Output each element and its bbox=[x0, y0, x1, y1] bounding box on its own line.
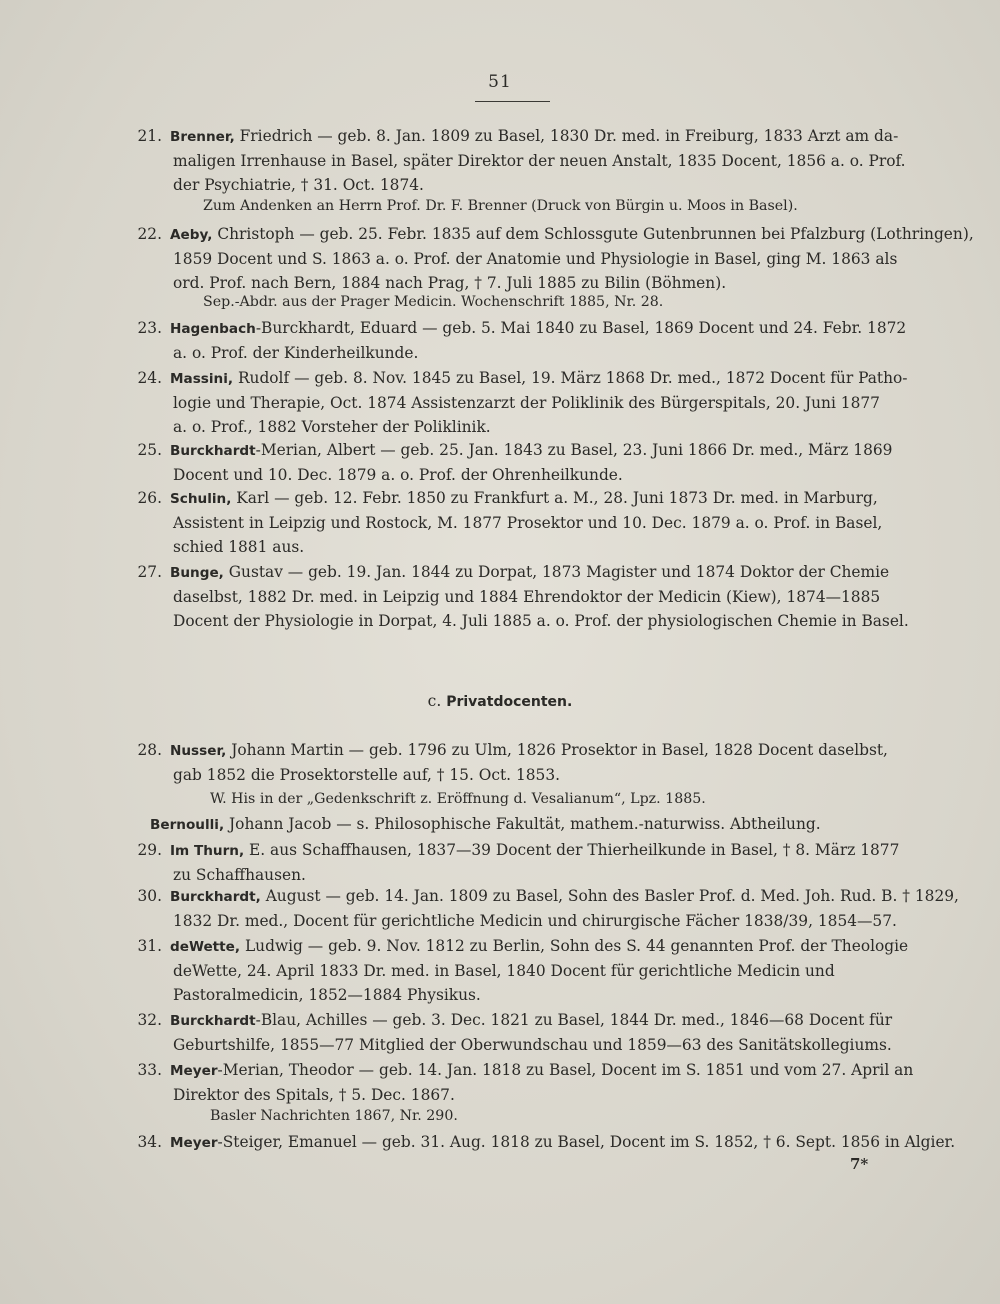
entry-text-line: -Blau, Achilles — geb. 3. Dec. 1821 zu Basel, 1844 Dr. med., 1846—68 Docent für bbox=[255, 1011, 893, 1029]
entry-text-line: Rudolf — geb. 8. Nov. 1845 zu Basel, 19. März 1868 Dr. med., 1872 Docent für Patho- bbox=[233, 369, 908, 387]
entry-text-line: maligen Irrenhause in Basel, später Direktor der neuen Anstalt, 1835 Docent, 1856 a. o. Prof. bbox=[173, 152, 906, 170]
entry-text-line: 1832 Dr. med., Docent für gerichtliche Medicin und chirurgische Fächer 1838/39, 1854—57. bbox=[173, 912, 897, 930]
entry-number: 26. bbox=[137, 489, 162, 507]
section-title: Privatdocenten. bbox=[446, 694, 573, 710]
section-heading bbox=[0, 692, 1000, 710]
entry-number: 21. bbox=[137, 127, 162, 145]
entry-29 bbox=[137, 838, 900, 887]
entry-surname: Bunge, bbox=[170, 565, 224, 581]
entry-surname: Schulin, bbox=[170, 491, 232, 507]
entry-text-line: 1859 Docent und S. 1863 a. o. Prof. der Anatomie und Physiologie in Basel, ging M. 1863 als bbox=[173, 250, 898, 268]
entry-25 bbox=[137, 438, 893, 487]
entry-text-line: -Steiger, Emanuel — geb. 31. Aug. 1818 zu Basel, Docent im S. 1852, † 6. Sept. 1856 in Algier. bbox=[217, 1133, 956, 1151]
signature-mark: 7* bbox=[850, 1155, 869, 1173]
entry-bernoulli bbox=[150, 812, 821, 837]
entry-number: 22. bbox=[137, 225, 162, 243]
entry-number: 29. bbox=[137, 841, 162, 859]
entry-surname: Meyer bbox=[170, 1135, 218, 1151]
entry-text-line: -Merian, Albert — geb. 25. Jan. 1843 zu Basel, 23. Juni 1866 Dr. med., März 1869 bbox=[255, 441, 893, 459]
entry-text-line: Karl — geb. 12. Febr. 1850 zu Frankfurt a. M., 28. Juni 1873 Dr. med. in Marburg, bbox=[231, 489, 878, 507]
entry-surname: Massini, bbox=[170, 371, 234, 387]
entry-number: 34. bbox=[137, 1133, 162, 1151]
entry-number: 28. bbox=[137, 741, 162, 759]
entry-text-line: Ludwig — geb. 9. Nov. 1812 zu Berlin, Sohn des S. 44 genannten Prof. der Theologie bbox=[240, 937, 909, 955]
entry-number: 25. bbox=[137, 441, 162, 459]
entry-surname: Nusser, bbox=[170, 743, 227, 759]
entry-33 bbox=[137, 1058, 914, 1107]
entry-surname: Bernoulli, bbox=[150, 817, 225, 833]
entry-text-line: logie und Therapie, Oct. 1874 Assistenzarzt der Poliklinik des Bürgerspitals, 20. Juni 1877 bbox=[173, 394, 880, 412]
entry-text-line: der Psychiatrie, † 31. Oct. 1874. bbox=[173, 176, 424, 194]
entry-text-line: Friedrich — geb. 8. Jan. 1809 zu Basel, 1830 Dr. med. in Freiburg, 1833 Arzt am da- bbox=[234, 127, 899, 145]
entry-text-line: Direktor des Spitals, † 5. Dec. 1867. bbox=[173, 1086, 455, 1104]
entry-text-line: Christoph — geb. 25. Febr. 1835 auf dem Schlossgute Gutenbrunnen bei Pfalzburg (Lothringen), bbox=[212, 225, 974, 243]
entry-surname: Meyer bbox=[170, 1063, 218, 1079]
note-nusser: W. His in der „Gedenkschrift z. Eröffnung d. Vesalianum“, Lpz. 1885. bbox=[210, 791, 706, 807]
entry-surname: Burckhardt bbox=[170, 1013, 256, 1029]
note-brenner: Zum Andenken an Herrn Prof. Dr. F. Brenner (Druck von Bürgin u. Moos in Basel). bbox=[203, 198, 798, 214]
entry-text-line: deWette, 24. April 1833 Dr. med. in Basel, 1840 Docent für gerichtliche Medicin und bbox=[173, 962, 835, 980]
entry-23 bbox=[137, 316, 907, 365]
entry-text-line: Assistent in Leipzig und Rostock, M. 1877 Prosektor und 10. Dec. 1879 a. o. Prof. in Basel, bbox=[173, 514, 883, 532]
entry-text-line: Geburtshilfe, 1855—77 Mitglied der Oberwundschau und 1859—63 des Sanitätskollegiums. bbox=[173, 1036, 892, 1054]
entry-surname: Burckhardt, bbox=[170, 889, 261, 905]
entry-number: 27. bbox=[137, 563, 162, 581]
entry-34 bbox=[137, 1130, 956, 1155]
entry-text-line: Johann Martin — geb. 1796 zu Ulm, 1826 Prosektor in Basel, 1828 Docent daselbst, bbox=[226, 741, 888, 759]
page-number-rule bbox=[475, 101, 550, 102]
page-number: 51 bbox=[488, 72, 512, 92]
entry-text-line: a. o. Prof. der Kinderheilkunde. bbox=[173, 344, 419, 362]
entry-32 bbox=[137, 1008, 893, 1057]
section-prefix: c. bbox=[427, 692, 442, 710]
entry-number: 23. bbox=[137, 319, 162, 337]
entry-21 bbox=[137, 124, 906, 197]
entry-text-line: August — geb. 14. Jan. 1809 zu Basel, Sohn des Basler Prof. d. Med. Joh. Rud. B. † 1829, bbox=[260, 887, 959, 905]
entry-number: 24. bbox=[137, 369, 162, 387]
entry-surname: Brenner, bbox=[170, 129, 235, 145]
entry-text-line: gab 1852 die Prosektorstelle auf, † 15. Oct. 1853. bbox=[173, 766, 561, 784]
entry-surname: Hagenbach bbox=[170, 321, 256, 337]
entry-text-line: a. o. Prof., 1882 Vorsteher der Poliklinik. bbox=[173, 418, 491, 436]
entry-28 bbox=[137, 738, 888, 787]
entry-surname: deWette, bbox=[170, 939, 241, 955]
entry-text-line: Pastoralmedicin, 1852—1884 Physikus. bbox=[173, 986, 481, 1004]
entry-30 bbox=[137, 884, 959, 933]
entry-text-line: daselbst, 1882 Dr. med. in Leipzig und 1884 Ehrendoktor der Medicin (Kiew), 1874—1885 bbox=[173, 588, 881, 606]
entry-text-line: Johann Jacob — s. Philosophische Fakultät, mathem.-naturwiss. Abtheilung. bbox=[224, 815, 821, 833]
entry-text-line: -Burckhardt, Eduard — geb. 5. Mai 1840 zu Basel, 1869 Docent und 24. Febr. 1872 bbox=[255, 319, 907, 337]
entry-number: 32. bbox=[137, 1011, 162, 1029]
note-meyer: Basler Nachrichten 1867, Nr. 290. bbox=[210, 1108, 458, 1124]
entry-text-line: E. aus Schaffhausen, 1837—39 Docent der Thierheilkunde in Basel, † 8. März 1877 bbox=[244, 841, 900, 859]
entry-text-line: Gustav — geb. 19. Jan. 1844 zu Dorpat, 1873 Magister und 1874 Doktor der Chemie bbox=[223, 563, 890, 581]
entry-text-line: -Merian, Theodor — geb. 14. Jan. 1818 zu Basel, Docent im S. 1851 und vom 27. April an bbox=[217, 1061, 914, 1079]
entry-31 bbox=[137, 934, 909, 1007]
entry-text-line: Docent der Physiologie in Dorpat, 4. Juli 1885 a. o. Prof. der physiologischen Chemie in Basel. bbox=[173, 612, 909, 630]
entry-24 bbox=[137, 366, 908, 439]
entry-surname: Im Thurn, bbox=[170, 843, 245, 859]
entry-text-line: schied 1881 aus. bbox=[173, 538, 305, 556]
entry-text-line: ord. Prof. nach Bern, 1884 nach Prag, † 7. Juli 1885 zu Bilin (Böhmen). bbox=[173, 274, 727, 292]
entry-number: 33. bbox=[137, 1061, 162, 1079]
entry-surname: Aeby, bbox=[170, 227, 213, 243]
entry-22 bbox=[137, 222, 974, 295]
entry-text-line: Docent und 10. Dec. 1879 a. o. Prof. der Ohrenheilkunde. bbox=[173, 466, 623, 484]
note-aeby: Sep.-Abdr. aus der Prager Medicin. Wochenschrift 1885, Nr. 28. bbox=[203, 294, 664, 310]
entry-surname: Burckhardt bbox=[170, 443, 256, 459]
entry-number: 31. bbox=[137, 937, 162, 955]
entry-number: 30. bbox=[137, 887, 162, 905]
entry-26 bbox=[137, 486, 883, 559]
entry-27 bbox=[137, 560, 909, 633]
entry-text-line: zu Schaffhausen. bbox=[173, 866, 306, 884]
